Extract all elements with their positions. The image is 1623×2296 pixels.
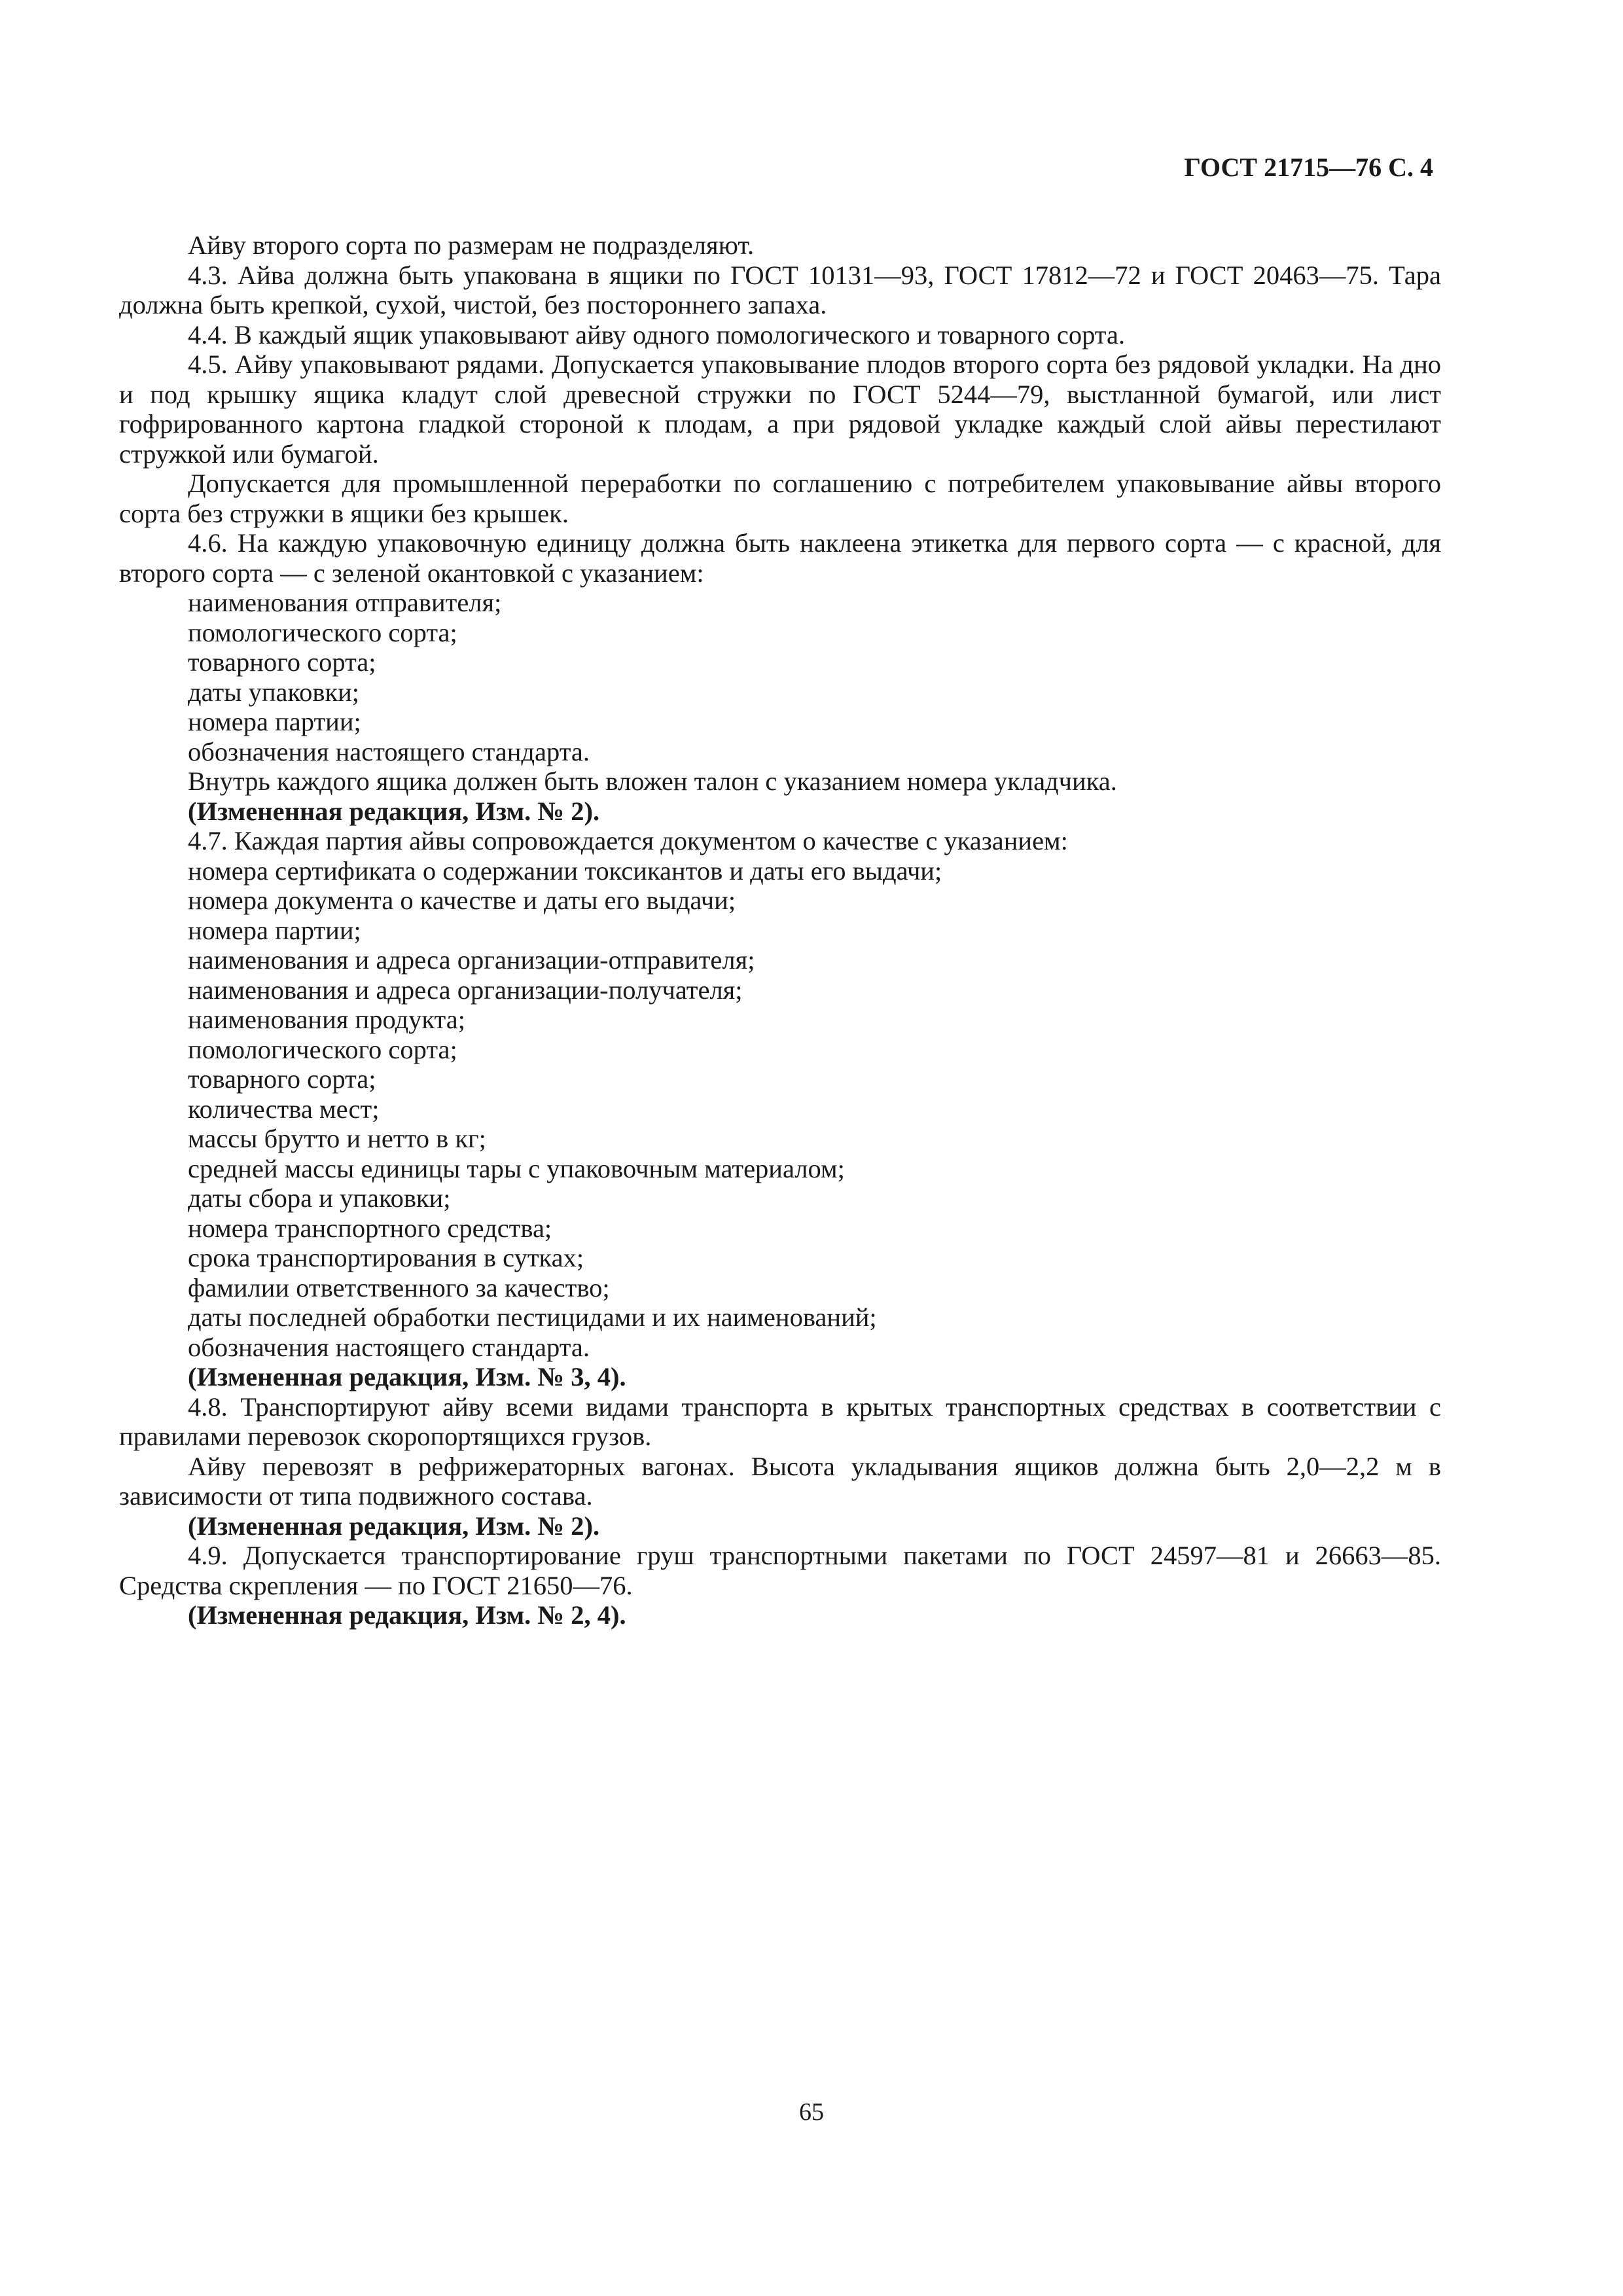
list-item: номера сертификата о содержании токсикантов и даты его выдачи; [188, 855, 942, 886]
list-item: обозначения настоящего стандарта. [188, 736, 590, 766]
list-item: количества мест; [188, 1094, 380, 1124]
list-item: массы брутто и нетто в кг; [188, 1124, 486, 1153]
amendment-note-4-9: (Измененная редакция, Изм. № 2, 4). [188, 1600, 626, 1630]
list-item: номера транспортного средства; [188, 1213, 552, 1243]
list-item: наименования и адреса организации-получателя; [188, 975, 743, 1005]
list-item: номера партии; [188, 707, 361, 736]
paragraph-4-8-refrigerated: Айву перевозят в рефрижераторных вагонах. Высота укладывания ящиков должна быть 2,0—2,2 м в зависимости от типа подвижного состава. [119, 1451, 1441, 1511]
list-item: наименования и адреса организации-отправителя; [188, 945, 755, 975]
paragraph-4-4: 4.4. В каждый ящик упаковывают айву одного помологического и товарного сорта. [188, 319, 1126, 350]
amendment-note-4-7: (Измененная редакция, Изм. № 3, 4). [188, 1362, 626, 1391]
paragraph-second-grade: Айву второго сорта по размерам не подразделяют. [188, 230, 755, 260]
list-item: наименования отправителя; [188, 588, 502, 617]
list-item: товарного сорта; [188, 647, 376, 677]
list-item: средней массы единицы тары с упаковочным материалом; [188, 1153, 845, 1183]
paragraph-4-5: 4.5. Айву упаковывают рядами. Допускается упаковывание плодов второго сорта без рядовой укладки. На дно и под крышку ящика кладут слой древесной стружки по ГОСТ 5244—79, выстланной бумагой, или лист гофрированного картона гладкой стороной к плодам, а при рядовой укладке каждый слой айвы перестилают стружкой или бумагой. [119, 350, 1441, 469]
label-list [119, 588, 1441, 766]
list-item: обозначения настоящего стандарта. [188, 1332, 590, 1362]
list-item: даты последней обработки пестицидами и их наименований; [188, 1302, 877, 1332]
document-header: ГОСТ 21715—76 С. 4 [1184, 152, 1433, 182]
paragraph-4-6: 4.6. На каждую упаковочную единицу должна быть наклеена этикетка для первого сорта — с красной, для второго сорта — с зеленой окантовкой с указанием: [119, 528, 1441, 588]
list-item: наименования продукта; [188, 1005, 465, 1034]
list-item: помологического сорта; [188, 617, 457, 647]
list-item: даты упаковки; [188, 677, 360, 707]
list-item: срока транспортирования в сутках; [188, 1243, 584, 1272]
list-item: фамилии ответственного за качество; [188, 1272, 610, 1302]
page-number: 65 [799, 2098, 824, 2126]
paragraph-4-8: 4.8. Транспортируют айву всеми видами транспорта в крытых транспортных средствах в соответствии с правилами перевозок скоропортящихся грузов. [119, 1391, 1441, 1451]
list-item: помологического сорта; [188, 1034, 457, 1064]
document-body [119, 230, 1441, 1630]
paragraph-4-9: 4.9. Допускается транспортирование груш транспортными пакетами по ГОСТ 24597—81 и 26663—85. Средства скрепления — по ГОСТ 21650—76. [119, 1541, 1441, 1600]
amendment-note-4-6: (Измененная редакция, Изм. № 2). [188, 796, 600, 826]
list-item: номера документа о качестве и даты его выдачи; [188, 886, 736, 915]
paragraph-4-5-allowance: Допускается для промышленной переработки по соглашению с потребителем упаковывание айвы второго сорта без стружки в ящики без крышек. [119, 469, 1441, 528]
amendment-note-4-8: (Измененная редакция, Изм. № 2). [188, 1511, 600, 1541]
paragraph-4-6-coupon: Внутрь каждого ящика должен быть вложен талон с указанием номера укладчика. [188, 766, 1117, 796]
paragraph-4-7: 4.7. Каждая партия айвы сопровождается документом о качестве с указанием: [188, 826, 1068, 855]
list-item: товарного сорта; [188, 1064, 376, 1094]
paragraph-4-3: 4.3. Айва должна быть упакована в ящики по ГОСТ 10131—93, ГОСТ 17812—72 и ГОСТ 20463—75. Тара должна быть крепкой, сухой, чистой, без постороннего запаха. [119, 260, 1441, 319]
quality-document-list [119, 856, 1441, 1363]
list-item: номера партии; [188, 915, 361, 945]
list-item: даты сбора и упаковки; [188, 1183, 451, 1213]
